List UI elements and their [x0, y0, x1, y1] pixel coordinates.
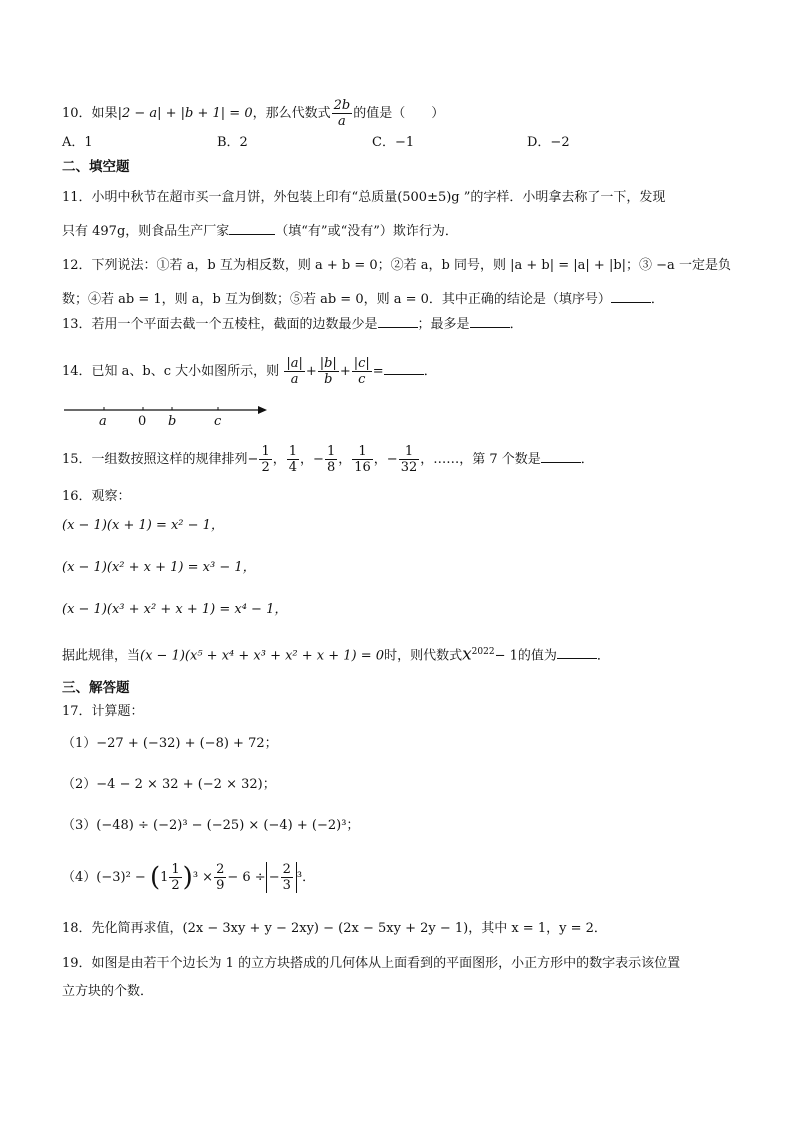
- q15-f3-den: 8: [326, 460, 336, 475]
- q14-label-0: 0: [138, 414, 147, 429]
- q15-f2-num: 1: [288, 444, 298, 459]
- q19-line-2: 立方块的个数．: [62, 984, 154, 999]
- q16-eq-2: (x − 1)(x² + x + 1) = x³ − 1，: [62, 560, 256, 575]
- q17-part-2: （2）−4 − 2 × 32 + (−2 × 32)；: [62, 777, 276, 792]
- q18-line: 18．先化简再求值，(2x − 3xy + y − 2xy) − (2x − 5xy + 2y − 1)，其中 x = 1，y = 2．: [62, 921, 607, 936]
- q15-term-3: [325, 444, 337, 475]
- q16-text-a: 据此规律，当: [62, 648, 141, 664]
- q14-line: 14．已知 a、b、c 大小如图所示，则 $\frac{|a|}{a}$ + $\frac{|b|}{b}$ + $\frac{|c|}{c}$ = ．: [62, 356, 437, 387]
- q15-text-c: ．: [580, 452, 594, 467]
- q16-exponent: 2022: [471, 647, 495, 657]
- q14-answer-blank: [384, 362, 424, 375]
- q14-t1-num: |a|: [286, 356, 303, 371]
- q10-text-a: 如果: [91, 106, 118, 121]
- section-heading-solve: 三、解答题: [62, 680, 130, 696]
- q12-line-2: [62, 290, 664, 310]
- q14-label-c: c: [214, 414, 222, 429]
- q10-text-b: ，那么代数式: [252, 106, 331, 121]
- q17-p4-text-e: ³．: [296, 870, 316, 885]
- q17-p4-frac-1: [169, 862, 181, 893]
- q16-eq-3: (x − 1)(x³ + x² + x + 1) = x⁴ − 1，: [62, 602, 288, 617]
- q14-term-b: [318, 356, 339, 387]
- q13-blank-max: [470, 315, 510, 328]
- q10-frac-den: a: [338, 114, 346, 129]
- q17-p4-frac-2: [214, 862, 226, 893]
- q14-t2-num: |b|: [319, 356, 337, 371]
- q17-p4-paren-open: (: [149, 862, 161, 893]
- q17-p4-whole: 1: [160, 870, 169, 885]
- q17-p4-f3-den: 3: [282, 878, 291, 893]
- q13-text-c: ．: [509, 317, 523, 332]
- q16-base: x: [462, 644, 472, 665]
- q13-line: [62, 315, 523, 335]
- q15-f3-num: 1: [326, 444, 336, 459]
- q15-term-1: [259, 444, 271, 475]
- q11-line-2: [62, 222, 458, 242]
- q15-answer-blank: [541, 450, 581, 463]
- q17-p4-f2-den: 9: [216, 878, 225, 893]
- q14-equals: =: [372, 364, 384, 379]
- q17-p4-paren-close: ): [182, 862, 193, 893]
- q15-f4-den: 16: [354, 460, 371, 475]
- q10-choice-d: D．−2: [527, 135, 570, 150]
- q17-p4-frac-3: [281, 862, 293, 893]
- q17-p4-text-c: ³ ×: [192, 870, 214, 885]
- q12-text-b: ．: [650, 292, 664, 307]
- q13-blank-min: [378, 315, 418, 328]
- q17-p4-f1-num: 1: [171, 862, 180, 877]
- q15-f5-den: 32: [400, 460, 418, 475]
- q14-term-a: [284, 356, 305, 387]
- q10-choice-c: C．−1: [372, 135, 415, 150]
- q17-part-4: [62, 862, 315, 893]
- q15-f4-num: 1: [352, 444, 373, 460]
- q15-line: 15．一组数按照这样的规律排列− $\frac{1}{2}$ ， $\frac{1}{4}$ ，− $\frac{1}{8}$ ， $\frac{1}{16}$ ，− $\frac{1}{32}$ ，……，第 7 个数是 ．: [62, 444, 594, 475]
- question-10: [62, 98, 444, 129]
- q15-text-b: ，……，第 7 个数是: [420, 452, 541, 467]
- q15-term-2: [287, 444, 299, 475]
- q15-f1-num: 1: [261, 444, 270, 459]
- q12-line-1: 12．下列说法：①若 a，b 互为相反数，则 a + b = 0；②若 a，b 同号，则 |a + b| = |a| + |b|；③ −a 一定是负: [62, 258, 731, 273]
- q17-p4-f1-den: 2: [171, 878, 180, 893]
- q12-answer-blank: [611, 290, 651, 303]
- q10-number: 10．: [62, 106, 92, 121]
- q12-text-a: 数；④若 ab = 1，则 a，b 互为倒数；⑤若 ab = 0，则 a = 0．其中正确的结论是（填序号）: [62, 292, 611, 307]
- q11-text-a: 只有 497g，则食品生产厂家: [62, 224, 230, 239]
- q16-text-c: − 1的值为: [494, 648, 557, 664]
- q11-answer-blank: [229, 222, 275, 235]
- q16-title: 16．观察：: [62, 489, 131, 504]
- q16-answer-blank: [557, 646, 597, 659]
- q17-p4-abs: − $\frac{2}{3}$: [266, 862, 297, 893]
- q14-t2-den: b: [324, 372, 333, 387]
- q14-term-c: [352, 356, 372, 387]
- q17-title: 17．计算题：: [62, 704, 144, 719]
- q16-eq-1: (x − 1)(x + 1) = x² − 1，: [62, 518, 224, 533]
- q15-f5-num: 1: [399, 444, 420, 460]
- q14-label-b: b: [168, 414, 177, 429]
- q14-t3-den: c: [358, 372, 366, 387]
- q14-text-a: 14．已知 a、b、c 大小如图所示，则: [62, 364, 280, 379]
- q16-text-d: ．: [596, 648, 610, 664]
- q17-p4-text-d: − 6 ÷: [227, 870, 266, 885]
- q15-term-5: [399, 444, 420, 475]
- q16-condition: (x − 1)(x⁵ + x⁴ + x³ + x² + x + 1) = 0: [140, 648, 385, 664]
- q17-part-1: （1）−27 + (−32) + (−8) + 72；: [62, 736, 278, 751]
- q14-end: ．: [423, 364, 437, 379]
- q17-p4-f2-num: 2: [216, 862, 225, 877]
- q13-text-b: ；最多是: [417, 317, 470, 332]
- q10-choice-b: B．2: [217, 135, 248, 150]
- q14-t3-num: |c|: [353, 356, 370, 371]
- q14-t1-den: a: [290, 372, 299, 387]
- q10-expression: |2 − a| + |b + 1| = 0: [117, 106, 253, 121]
- q15-term-4: [352, 444, 373, 475]
- section-heading-fill-blank: 二、填空题: [62, 159, 130, 175]
- q17-p4-f3-num: 2: [282, 862, 291, 877]
- q11-text-b: （填“有”或“没有”）欺诈行为．: [275, 224, 458, 239]
- q15-text-a: 15．一组数按照这样的规律排列: [62, 452, 248, 467]
- q17-part-3: （3）(−48) ÷ (−2)³ − (−25) × (−4) + (−2)³；: [62, 818, 360, 833]
- q10-text-c: 的值是（ ）: [353, 106, 445, 121]
- q10-fraction: [332, 98, 353, 129]
- q15-f2-den: 4: [288, 460, 298, 475]
- number-line-arrow: [258, 406, 267, 414]
- q16-conclusion: [62, 642, 610, 666]
- q10-choice-a: A．1: [62, 135, 93, 150]
- q14-number-line: [62, 398, 272, 432]
- q17-p4-text-a: （4）(−3)² −: [62, 870, 150, 885]
- q13-text-a: 13．若用一个平面去截一个五棱柱，截面的边数最少是: [62, 317, 378, 332]
- q16-text-b: 时，则代数式: [384, 648, 463, 664]
- q11-line-1: 11．小明中秋节在超市买一盒月饼，外包装上印有“总质量(500±5)g ”的字样．小明拿去称了一下，发现: [62, 190, 666, 205]
- q10-frac-num: 2b: [333, 98, 351, 113]
- q14-label-a: a: [99, 414, 107, 429]
- q19-line-1: 19．如图是由若干个边长为 1 的立方块搭成的几何体从上面看到的平面图形，小正方形中的数字表示该位置: [62, 956, 681, 971]
- q15-f1-den: 2: [261, 460, 270, 475]
